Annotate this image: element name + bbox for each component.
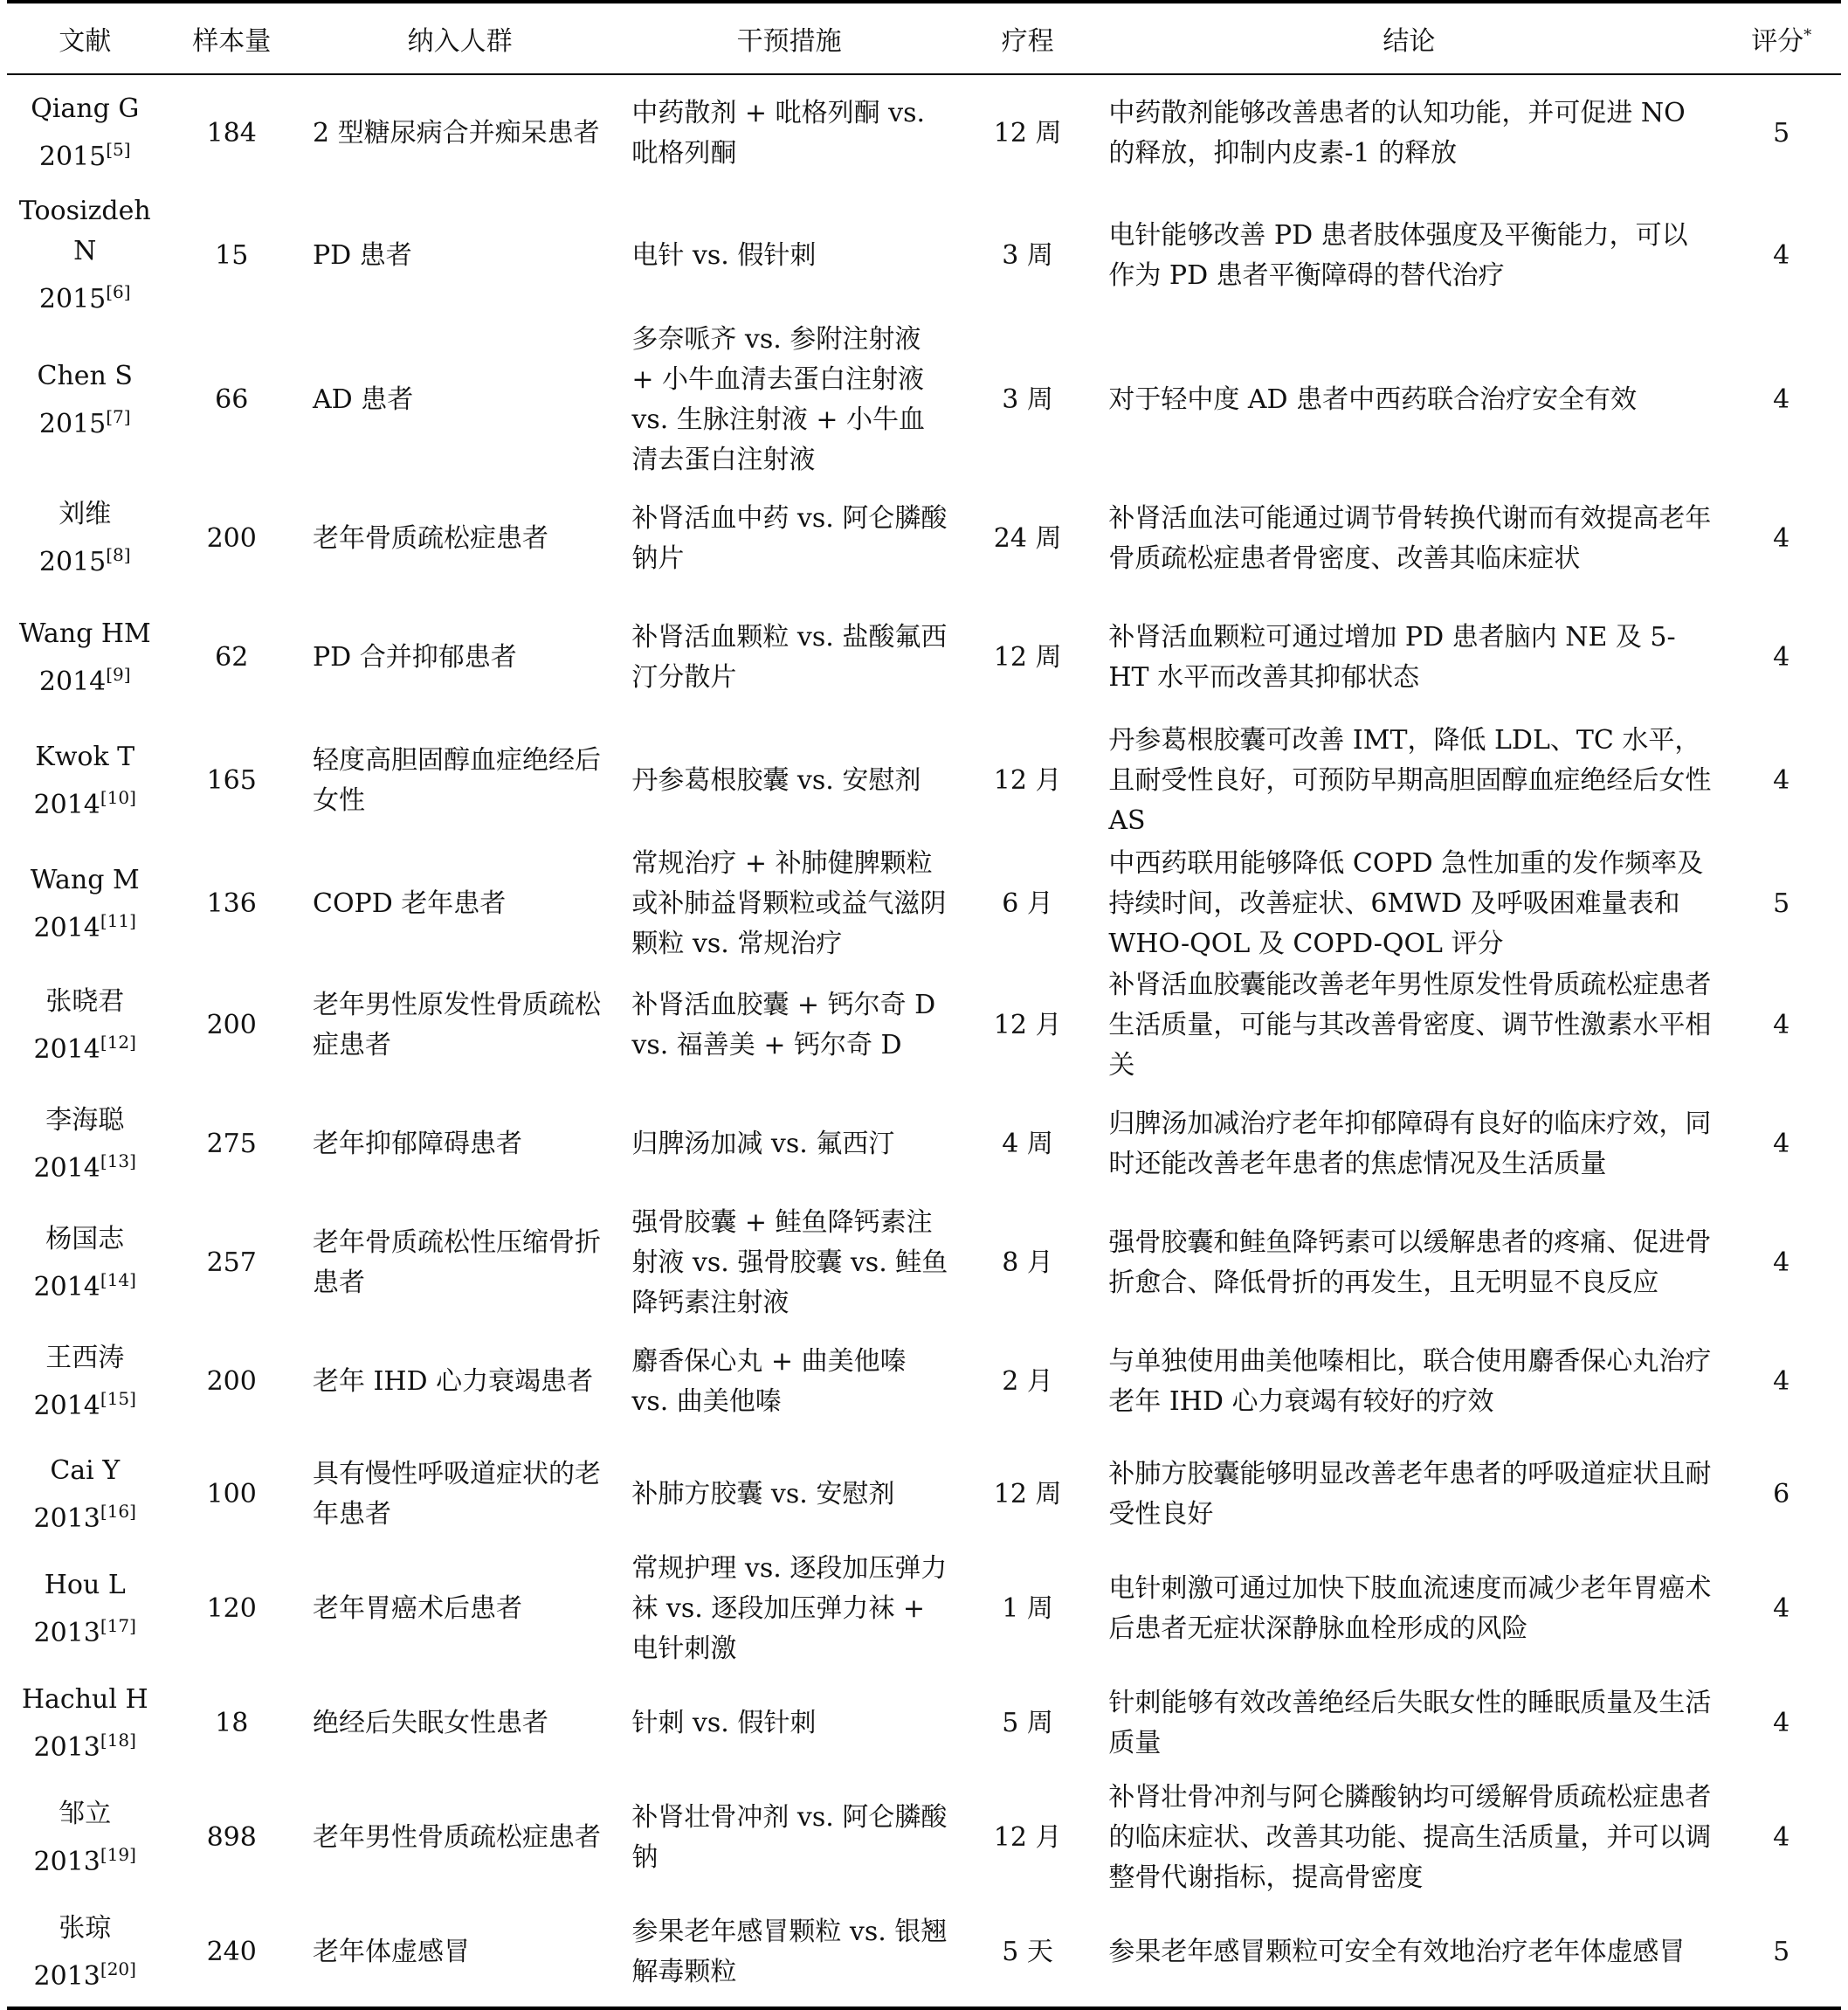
ref-author: Kwok T	[35, 741, 135, 772]
table-row	[7, 320, 1841, 480]
header-ref: 文献	[7, 2, 162, 74]
ref-year	[7, 397, 162, 445]
ref-author: 王西涛	[45, 1342, 125, 1373]
ref-cell	[7, 719, 162, 843]
intervention-cell: 补肾活血胶囊 + 钙尔奇 D vs. 福善美 + 钙尔奇 D	[631, 990, 936, 1060]
course-cell: 3 周	[1002, 384, 1053, 415]
course-cell: 4 周	[1002, 1129, 1053, 1159]
ref-year-text: 2013	[33, 1846, 100, 1877]
population-cell: 绝经后失眠女性患者	[312, 1708, 548, 1738]
ref-author: 杨国志	[45, 1223, 125, 1254]
conclusion-cell: 补肺方胶囊能够明显改善老年患者的呼吸道症状且耐受性良好	[1108, 1459, 1712, 1530]
population-cell: 具有慢性呼吸道症状的老年患者	[312, 1459, 601, 1530]
sample-size-cell: 184	[206, 117, 257, 149]
sample-size-cell: 165	[206, 765, 257, 796]
score-cell: 4	[1773, 1247, 1790, 1278]
sample-size-cell: 100	[206, 1479, 257, 1509]
conclusion-cell: 电针能够改善 PD 患者肢体强度及平衡能力，可以作为 PD 患者平衡障碍的替代治疗	[1108, 219, 1688, 291]
ref-cell	[7, 320, 162, 480]
ref-year-text: 2015	[38, 142, 107, 172]
intervention-cell: 补肾壮骨冲剂 vs. 阿仑膦酸钠	[631, 1802, 948, 1873]
sample-size-cell: 275	[206, 1129, 257, 1159]
header-conclusion: 结论	[1096, 2, 1721, 74]
table-row	[7, 1898, 1841, 2008]
ref-cell	[7, 597, 162, 719]
sample-size-cell: 240	[162, 1898, 300, 2008]
conclusion-cell: 归脾汤加减治疗老年抑郁障碍有良好的临床疗效，同时还能改善老年患者的焦虑情况及生活质量	[1108, 1109, 1712, 1179]
intervention-cell: 针刺 vs. 假针刺	[631, 1708, 817, 1738]
ref-year-text: 2015	[38, 547, 107, 577]
sample-size-cell: 62	[215, 642, 249, 673]
ref-year	[7, 901, 162, 949]
course-cell: 12 月	[993, 1010, 1062, 1040]
score-cell: 5	[1773, 888, 1790, 919]
population-cell: 老年男性原发性骨质疏松症患者	[312, 990, 601, 1060]
population-cell: 老年体虚感冒	[300, 1898, 619, 2008]
header-population: 纳入人群	[300, 2, 619, 74]
ref-author: 张晓君	[45, 985, 125, 1017]
conclusion-cell: 对于轻中度 AD 患者中西药联合治疗安全有效	[1108, 384, 1638, 415]
ref-year	[7, 654, 162, 702]
course-cell: 12 周	[993, 117, 1062, 149]
ref-citation: [20]	[100, 1958, 136, 1979]
ref-year-text: 2014	[33, 1390, 100, 1421]
ref-author: 李海聪	[45, 1104, 125, 1136]
ref-citation: [8]	[106, 544, 131, 565]
ref-author: Hachul H	[21, 1683, 148, 1715]
ref-citation: [12]	[100, 1031, 136, 1053]
ref-cell	[7, 965, 162, 1086]
course-cell: 1 周	[1002, 1593, 1053, 1624]
ref-citation: [14]	[100, 1268, 136, 1290]
score-cell: 4	[1773, 1593, 1790, 1624]
sample-size-cell: 120	[206, 1593, 257, 1624]
ref-year	[7, 129, 162, 177]
ref-year-text: 2015	[38, 408, 107, 439]
header-course: 疗程	[959, 2, 1097, 74]
table-row	[7, 1440, 1841, 1549]
ref-year-text: 2014	[38, 666, 107, 697]
ref-cell	[7, 1549, 162, 1669]
score-cell: 4	[1773, 642, 1790, 673]
ref-year-text: 2015	[38, 284, 107, 314]
population-cell: 老年骨质疏松性压缩骨折患者	[312, 1227, 601, 1298]
conclusion-cell: 补肾活血法可能通过调节骨转换代谢而有效提高老年骨质疏松症患者骨密度、改善其临床症状	[1108, 502, 1712, 574]
score-cell: 4	[1773, 239, 1790, 271]
table-row	[7, 1203, 1841, 1323]
ref-cell	[7, 74, 162, 191]
ref-author: 邹立	[59, 1798, 112, 1829]
ref-citation: [17]	[100, 1614, 136, 1636]
table-row	[7, 74, 1841, 191]
ref-year-text: 2013	[33, 1502, 100, 1534]
ref-cell	[7, 480, 162, 597]
ref-cell	[7, 1669, 162, 1778]
intervention-cell: 电针 vs. 假针刺	[631, 239, 817, 271]
ref-year	[7, 1260, 162, 1308]
score-cell: 4	[1773, 1129, 1790, 1159]
intervention-cell: 补肾活血颗粒 vs. 盐酸氟西汀分散片	[631, 622, 948, 693]
table-row	[7, 843, 1841, 965]
intervention-cell: 补肺方胶囊 vs. 安慰剂	[631, 1479, 895, 1509]
ref-cell	[7, 1898, 162, 2008]
ref-year	[7, 1378, 162, 1426]
conclusion-cell: 补肾活血颗粒可通过增加 PD 患者脑内 NE 及 5-HT 水平而改善其抑郁状态	[1108, 622, 1676, 693]
score-cell: 6	[1773, 1479, 1790, 1509]
score-cell: 5	[1721, 1898, 1841, 2008]
ref-cell	[7, 1440, 162, 1549]
conclusion-cell: 中药散剂能够改善患者的认知功能，并可促进 NO 的释放，抑制内皮素-1 的释放	[1108, 97, 1686, 169]
score-cell: 4	[1773, 1822, 1790, 1853]
table-row	[7, 597, 1841, 719]
sample-size-cell: 200	[206, 1366, 257, 1397]
course-cell: 12 月	[993, 1822, 1062, 1853]
ref-author: Cai Y	[50, 1454, 121, 1486]
ref-year	[7, 1720, 162, 1768]
population-cell: 轻度高胆固醇血症绝经后女性	[312, 745, 601, 816]
ref-citation: [6]	[106, 281, 131, 302]
table-row	[7, 1086, 1841, 1203]
population-cell: 老年骨质疏松症患者	[312, 522, 548, 554]
sample-size-cell: 136	[206, 888, 257, 919]
score-cell: 4	[1773, 384, 1790, 415]
ref-author: Qiang G	[31, 93, 140, 124]
intervention-cell: 多奈哌齐 vs. 参附注射液 + 小牛血清去蛋白注射液 vs. 生脉注射液 + 小牛血清去蛋白注射液	[631, 324, 925, 475]
table-row	[7, 480, 1841, 597]
conclusion-cell: 与单独使用曲美他嗪相比，联合使用麝香保心丸治疗老年 IHD 心力衰竭有较好的疗效	[1108, 1346, 1712, 1417]
ref-cell	[7, 1323, 162, 1440]
score-cell: 4	[1773, 765, 1790, 796]
course-cell: 12 周	[993, 1479, 1062, 1509]
course-cell: 2 月	[1002, 1366, 1053, 1397]
score-cell: 4	[1773, 1366, 1790, 1397]
table-row	[7, 191, 1841, 320]
population-cell: 老年抑郁障碍患者	[312, 1129, 522, 1159]
ref-citation: [7]	[106, 405, 131, 427]
ref-author: Chen S	[37, 360, 133, 391]
ref-year-text: 2013	[33, 1960, 100, 1992]
score-cell: 4	[1773, 1010, 1790, 1040]
population-cell: PD 患者	[312, 239, 412, 271]
ref-citation: [5]	[106, 139, 131, 160]
header-sample-size: 样本量	[162, 2, 300, 74]
conclusion-cell: 电针刺激可通过加快下肢血流速度而减少老年胃癌术后患者无症状深静脉血栓形成的风险	[1108, 1573, 1712, 1644]
ref-citation: [18]	[100, 1729, 136, 1751]
ref-citation: [15]	[100, 1387, 136, 1409]
conclusion-cell: 补肾壮骨冲剂与阿仑膦酸钠均可缓解骨质疏松症患者的临床症状、改善其功能、提高生活质量，并可以调整骨代谢指标，提高骨密度	[1108, 1782, 1712, 1893]
intervention-cell: 强骨胶囊 + 鲑鱼降钙素注射液 vs. 强骨胶囊 vs. 鲑鱼降钙素注射液	[631, 1207, 948, 1318]
table-row	[7, 719, 1841, 843]
population-cell: 老年胃癌术后患者	[312, 1593, 522, 1624]
ref-year	[7, 777, 162, 825]
ref-year	[7, 272, 162, 320]
conclusion-cell: 参果老年感冒颗粒可安全有效地治疗老年体虚感冒	[1096, 1898, 1721, 2008]
header-intervention: 干预措施	[619, 2, 958, 74]
ref-author: Wang HM	[18, 618, 151, 649]
conclusion-cell: 补肾活血胶囊能改善老年男性原发性骨质疏松症患者生活质量，可能与其改善骨密度、调节性激素水平相关	[1108, 970, 1712, 1081]
score-cell: 4	[1773, 1708, 1790, 1738]
population-cell: PD 合并抑郁患者	[312, 642, 517, 673]
ref-citation: [16]	[100, 1500, 136, 1522]
conclusion-cell: 丹参葛根胶囊可改善 IMT，降低 LDL、TC 水平，且耐受性良好，可预防早期高胆固醇血症绝经后女性 AS	[1108, 725, 1712, 836]
table-row	[7, 965, 1841, 1086]
ref-cell	[7, 1778, 162, 1898]
intervention-cell: 麝香保心丸 + 曲美他嗪 vs. 曲美他嗪	[631, 1346, 907, 1417]
table-row	[7, 1669, 1841, 1778]
course-cell: 5 天	[959, 1898, 1097, 2008]
ref-year-text: 2014	[33, 1033, 100, 1065]
ref-year-text: 2014	[33, 1152, 100, 1184]
ref-citation: [10]	[100, 786, 136, 808]
ref-citation: [11]	[100, 909, 136, 931]
ref-citation: [19]	[100, 1843, 136, 1865]
ref-author: Hou L	[44, 1569, 126, 1600]
score-cell: 5	[1773, 117, 1790, 149]
ref-author: 刘维	[59, 499, 112, 529]
table-row	[7, 1549, 1841, 1669]
conclusion-cell: 强骨胶囊和鲑鱼降钙素可以缓解患者的疼痛、促进骨折愈合、降低骨折的再发生，且无明显不良反应	[1108, 1227, 1712, 1298]
population-cell: AD 患者	[312, 384, 414, 415]
course-cell: 12 周	[993, 642, 1062, 673]
course-cell: 6 月	[1002, 888, 1053, 919]
course-cell: 12 月	[993, 765, 1062, 796]
sample-size-cell: 66	[215, 384, 249, 415]
ref-year-text: 2014	[33, 789, 100, 820]
ref-year	[7, 1491, 162, 1539]
conclusion-cell: 针刺能够有效改善绝经后失眠女性的睡眠质量及生活质量	[1108, 1688, 1712, 1758]
score-footnote-mark: *	[1803, 26, 1812, 45]
ref-cell	[7, 191, 162, 320]
header-row	[7, 2, 1841, 74]
ref-cell	[7, 1086, 162, 1203]
sample-size-cell: 200	[206, 522, 257, 554]
ref-cell	[7, 843, 162, 965]
table-row	[7, 1323, 1841, 1440]
ref-year	[7, 1141, 162, 1189]
conclusion-cell: 中西药联用能够降低 COPD 急性加重的发作频率及持续时间，改善症状、6MWD 及呼吸困难量表和 WHO-QOL 及 COPD-QOL 评分	[1108, 848, 1704, 959]
ref-year	[7, 1949, 162, 1997]
table-row	[7, 1778, 1841, 1898]
ref-citation: [9]	[106, 663, 131, 685]
sample-size-cell: 18	[215, 1708, 249, 1738]
population-cell: 2 型糖尿病合并痴呆患者	[312, 117, 600, 149]
intervention-cell: 归脾汤加减 vs. 氟西汀	[631, 1129, 895, 1159]
ref-author: Toosizdeh N	[18, 196, 151, 266]
population-cell: COPD 老年患者	[312, 888, 507, 919]
course-cell: 8 月	[1002, 1247, 1053, 1278]
intervention-cell: 丹参葛根胶囊 vs. 安慰剂	[631, 765, 921, 796]
course-cell: 5 周	[1002, 1708, 1053, 1738]
ref-year	[7, 535, 162, 583]
intervention-cell: 中药散剂 + 吡格列酮 vs. 吡格列酮	[631, 97, 925, 169]
sample-size-cell: 257	[206, 1247, 257, 1278]
ref-year-text: 2014	[33, 912, 100, 943]
ref-year	[7, 1022, 162, 1070]
sample-size-cell: 898	[206, 1822, 257, 1853]
course-cell: 24 周	[993, 522, 1062, 554]
population-cell: 老年男性骨质疏松症患者	[312, 1822, 601, 1853]
ref-author: 张琼	[59, 1912, 112, 1944]
intervention-cell: 常规治疗 + 补肺健脾颗粒或补肺益肾颗粒或益气滋阴颗粒 vs. 常规治疗	[631, 848, 947, 959]
intervention-cell: 补肾活血中药 vs. 阿仑膦酸钠片	[631, 502, 948, 574]
header-score: 评分*	[1721, 2, 1841, 74]
ref-year	[7, 1834, 162, 1882]
ref-year	[7, 1606, 162, 1654]
course-cell: 3 周	[1002, 239, 1053, 271]
ref-year-text: 2013	[33, 1731, 100, 1763]
ref-author: Wang M	[30, 864, 140, 895]
population-cell: 老年 IHD 心力衰竭患者	[312, 1366, 594, 1397]
intervention-cell: 参果老年感冒颗粒 vs. 银翘解毒颗粒	[619, 1898, 958, 2008]
studies-table	[7, 0, 1841, 2010]
ref-year-text: 2014	[33, 1271, 100, 1302]
score-cell: 4	[1773, 522, 1790, 554]
ref-year-text: 2013	[33, 1617, 100, 1648]
ref-citation: [13]	[100, 1150, 136, 1171]
sample-size-cell: 15	[215, 239, 249, 271]
ref-cell	[7, 1203, 162, 1323]
table-body	[7, 74, 1841, 2008]
sample-size-cell: 200	[206, 1010, 257, 1040]
intervention-cell: 常规护理 vs. 逐段加压弹力袜 vs. 逐段加压弹力袜 + 电针刺激	[631, 1553, 948, 1664]
